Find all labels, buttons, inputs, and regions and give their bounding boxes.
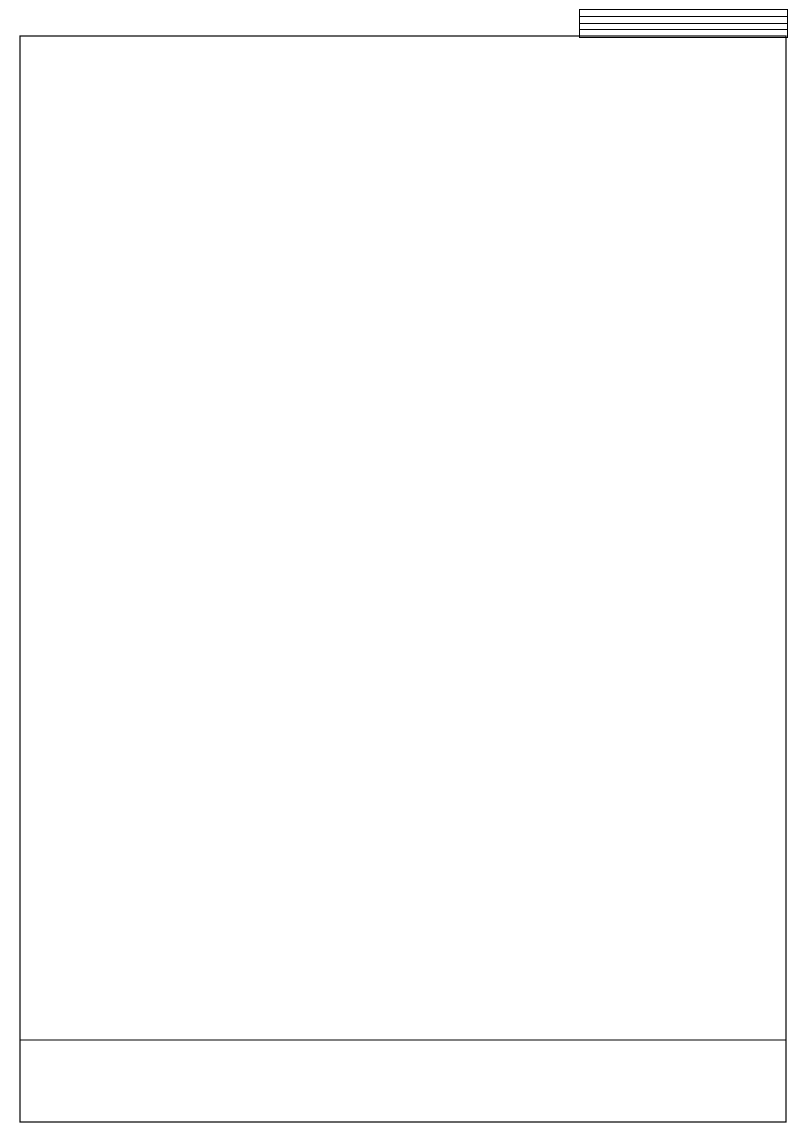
drawing-caption <box>318 976 324 991</box>
revision-row <box>580 16 787 23</box>
revision-row <box>580 29 787 36</box>
revision-table <box>579 9 788 38</box>
drawing-frame <box>20 36 786 1122</box>
